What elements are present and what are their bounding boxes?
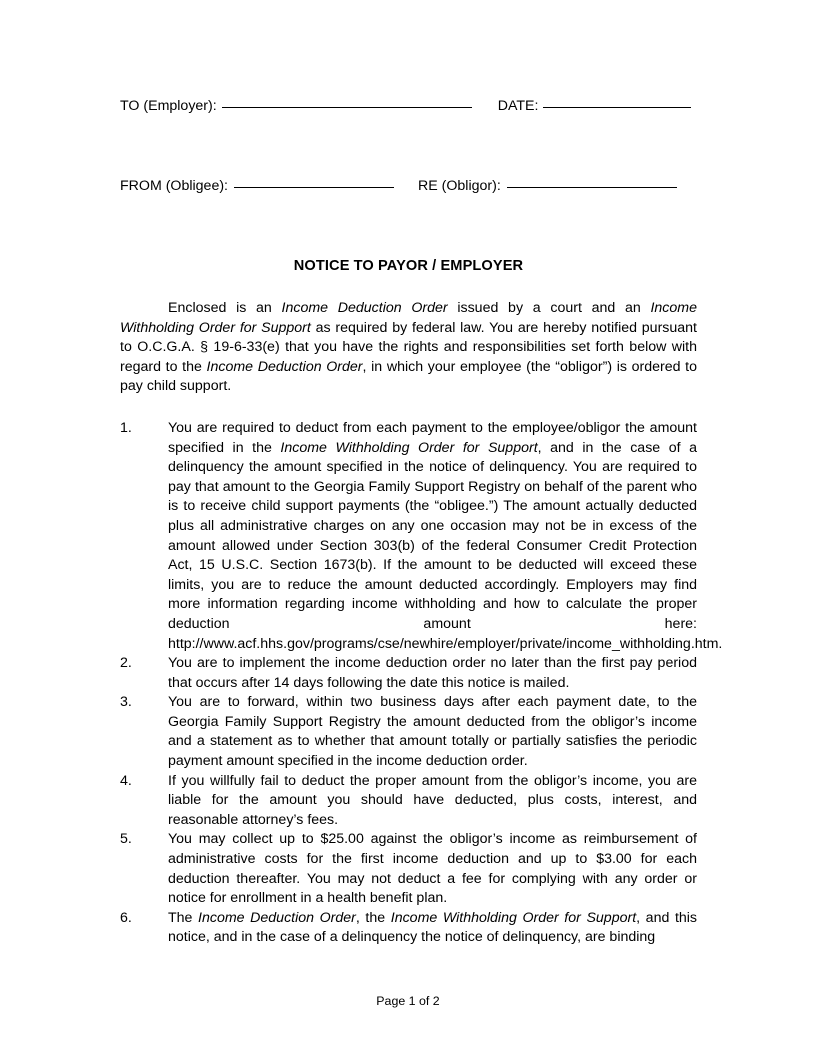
list-item-number: 2. xyxy=(120,655,132,672)
list-item xyxy=(120,772,697,831)
from-obligee-label: FROM (Obligee): xyxy=(120,178,228,194)
intro-emphasis-1: Income Deduction Order xyxy=(281,300,448,316)
list-item-text-1: The xyxy=(168,909,199,926)
list-item-emphasis-2: Income Withholding Order for Support xyxy=(390,909,637,926)
list-item-emphasis-1: Income Deduction Order xyxy=(198,909,356,926)
list-item-number: 4. xyxy=(120,772,132,789)
intro-text-1: Enclosed is an xyxy=(168,300,282,316)
intro-emphasis-2: Income Withholding Order for Support xyxy=(120,300,697,336)
list-item-text-1: You may collect up to $25.00 against the obligor’s income as reimbursement of administrative costs for the first income deduction and up to $3.00 for each deduction thereafter. You may not deduct a fee for complying with any order or notice for enrollment in a health benefit plan. xyxy=(168,831,697,907)
page-title: NOTICE TO PAYOR / EMPLOYER xyxy=(293,258,524,274)
intro-text-3: as required by federal law. You are hereby notified pursuant to O.C.G.A. § 19-6-33(e) that you have the rights and responsibilities set forth below with regard to the xyxy=(120,319,697,375)
intro-text-2: issued by a court and an xyxy=(447,300,651,316)
provisions-list xyxy=(120,419,723,948)
list-item-number: 1. xyxy=(120,419,132,436)
list-item xyxy=(120,419,723,654)
page-footer: Page 1 of 2 xyxy=(376,994,440,1008)
list-item-text-1: If you willfully fail to deduct the proper amount from the obligor’s income, you are liable for the amount you should have deducted, plus costs, interest, and reasonable attorney’s fees. xyxy=(168,772,697,828)
list-item-text-1: You are to forward, within two business days after each payment date, to the Georgia Family Support Registry the amount deducted from the obligor’s income and a statement as to whether that amount totally or partially satisfies the periodic payment amount specified in the income deduction order. xyxy=(168,694,697,770)
list-item-number: 3. xyxy=(120,694,132,711)
document-content xyxy=(120,96,723,948)
re-obligor-label: RE (Obligor): xyxy=(418,178,501,194)
list-item-text-1: You are required to deduct from each payment to the employee/obligor the amount specified in the xyxy=(168,419,697,456)
list-item-text-3: , and this notice, and in the case of a delinquency the notice of delinquency, are binding xyxy=(168,909,698,946)
date-field[interactable] xyxy=(543,107,691,108)
list-item xyxy=(120,830,697,908)
list-item-text-2: , and in the case of a delinquency the amount specified in the notice of delinquency. You are required to pay that amount to the Georgia Family Support Registry on behalf of the parent who is to receive child support payments (the “obligee.”) The amount actually deducted plus all administrative charges on any one occasion may not be in excess of the amount allowed under Section 303(b) of the federal Consumer Credit Protection Act, 15 U.S.C. Section 1673(b). If the amount to be deducted will exceed these limits, you are to reduce the amount deducted accordingly. Employers may find more information regarding income withholding and how to calculate the proper deduction amount here: http://www.acf.hhs.gov/programs/cse/newhire/employer/private/income_withholding.htm. xyxy=(168,439,723,652)
to-employer-label: TO (Employer): xyxy=(120,98,217,114)
from-obligee-field[interactable] xyxy=(234,187,394,188)
list-item-text-1: You are to implement the income deduction order no later than the first pay period that occurs after 14 days following the date this notice is mailed. xyxy=(168,655,697,691)
list-item-number: 5. xyxy=(120,831,132,848)
intro-paragraph xyxy=(120,299,697,397)
intro-text-4: , in which your employee (the “obligor”) is ordered to pay child support. xyxy=(120,358,697,395)
date-label: DATE: xyxy=(497,98,539,114)
list-item-number: 6. xyxy=(120,909,132,926)
list-item-emphasis-1: Income Withholding Order for Support xyxy=(280,439,538,456)
to-employer-field[interactable] xyxy=(222,107,472,108)
from-re-row xyxy=(120,176,697,196)
list-item-text-2: , the xyxy=(355,909,391,926)
to-date-row xyxy=(120,96,697,116)
intro-emphasis-3: Income Deduction Order xyxy=(206,358,363,375)
list-item xyxy=(120,909,697,948)
list-item xyxy=(120,693,697,771)
list-item xyxy=(120,654,697,693)
re-obligor-field[interactable] xyxy=(507,187,677,188)
